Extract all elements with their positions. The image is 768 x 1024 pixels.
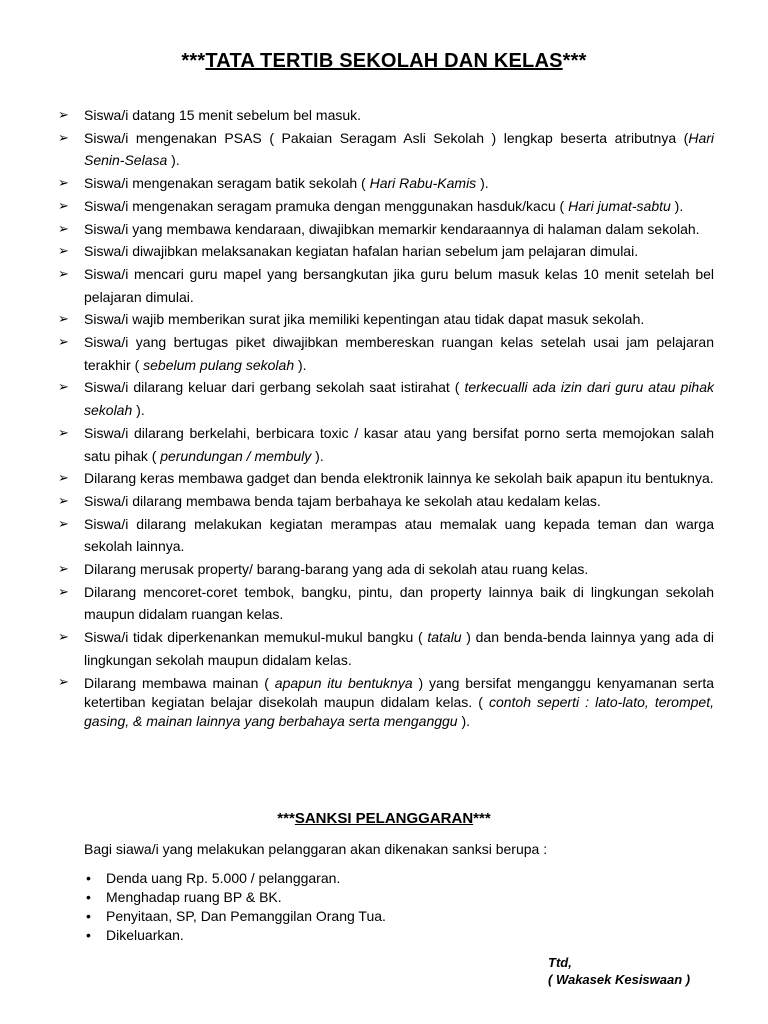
arrow-bullet-icon: ➢ <box>58 220 69 236</box>
rule-text: Siswa/i wajib memberikan surat jika memiliki kepentingan atau tidak dapat masuk sekolah. <box>84 311 645 328</box>
rule-item <box>58 240 714 263</box>
arrow-bullet-icon: ➢ <box>58 334 69 350</box>
rule-item <box>58 581 714 626</box>
rule-text: ). <box>457 712 471 729</box>
arrow-bullet-icon: ➢ <box>58 424 69 440</box>
arrow-bullet-icon: ➢ <box>58 673 69 689</box>
sanksi-item <box>84 907 386 926</box>
sanksi-item-text: Menghadap ruang BP & BK. <box>106 889 282 905</box>
rule-text: Dilarang mencoret-coret tembok, bangku, pintu, dan property lainnya baik di lingkungan sekolah maupun didalam ruangan kelas. <box>84 583 714 623</box>
arrow-bullet-icon: ➢ <box>58 470 69 486</box>
sanksi-heading <box>0 810 768 827</box>
sanksi-item <box>84 869 386 888</box>
rule-text: Siswa/i mencari guru mapel yang bersangkutan jika guru belum masuk kelas 10 menit setelah bel pelajaran dimulai. <box>84 265 714 305</box>
rule-item <box>58 558 714 581</box>
rule-text-italic: perundungan / membuly <box>160 447 312 464</box>
rule-text: ). <box>311 447 324 464</box>
rule-text-italic: apapun itu bentuknya <box>274 674 413 691</box>
arrow-bullet-icon: ➢ <box>58 379 69 395</box>
arrow-bullet-icon: ➢ <box>58 561 69 577</box>
arrow-bullet-icon: ➢ <box>58 243 69 259</box>
arrow-bullet-icon: ➢ <box>58 583 69 599</box>
rule-item <box>58 422 714 467</box>
rule-text: Siswa/i mengenakan seragam batik sekolah ( <box>84 175 370 192</box>
rule-text: Siswa/i yang membawa kendaraan, diwajibkan memarkir kendaraannya di halaman dalam sekolah. <box>84 220 700 237</box>
arrow-bullet-icon: ➢ <box>58 107 69 122</box>
rule-text: ). <box>167 152 180 169</box>
rule-item <box>58 308 714 331</box>
rule-item <box>58 104 714 127</box>
rule-text-italic: sebelum pulang sekolah <box>143 356 295 373</box>
rule-text: Dilarang membawa mainan ( <box>84 674 275 691</box>
sanksi-item-text: Denda uang Rp. 5.000 / pelanggaran. <box>106 870 341 886</box>
rule-text: Siswa/i mengenakan seragam pramuka dengan menggunakan hasduk/kacu ( <box>84 197 569 214</box>
rule-text: Dilarang keras membawa gadget dan benda elektronik lainnya ke sekolah baik apapun itu bentuknya. <box>84 470 714 487</box>
rule-text: ). <box>294 356 307 373</box>
sanksi-list <box>84 869 386 945</box>
rule-text: ) dan benda-benda lainnya yang ada di lingkungan sekolah maupun didalam kelas. <box>84 629 714 668</box>
arrow-bullet-icon: ➢ <box>58 265 69 281</box>
rule-text: Siswa/i dilarang membawa benda tajam berbahaya ke sekolah atau kedalam kelas. <box>84 492 601 509</box>
arrow-bullet-icon: ➢ <box>58 129 69 145</box>
sanksi-title-text: SANKSI PELANGGARAN <box>294 810 474 827</box>
bullet-icon: • <box>86 889 91 905</box>
signature-ttd: Ttd, <box>548 955 572 970</box>
rule-text: Dilarang merusak property/ barang-barang yang ada di sekolah atau ruang kelas. <box>84 561 589 578</box>
rule-text: ) yang bersifat menganggu kenyamanan serta ketertiban kegiatan belajar disekolah maupun didalam kelas. ( <box>84 674 715 710</box>
sanksi-item-text: Penyitaan, SP, Dan Pemanggilan Orang Tua. <box>106 908 386 924</box>
rule-text: Siswa/i datang 15 menit sebelum bel masuk. <box>84 107 362 123</box>
rule-text: Siswa/i tidak diperkenankan memukul-mukul bangku ( <box>84 629 428 646</box>
rule-item <box>58 513 714 558</box>
arrow-bullet-icon: ➢ <box>58 311 69 327</box>
rule-item <box>58 672 714 731</box>
title-suffix: *** <box>562 50 587 72</box>
sanksi-suffix: *** <box>473 810 491 827</box>
arrow-bullet-icon: ➢ <box>58 175 69 191</box>
bullet-icon: • <box>86 908 91 924</box>
arrow-bullet-icon: ➢ <box>58 515 69 531</box>
rule-item <box>58 172 714 195</box>
rule-text: ). <box>476 175 489 192</box>
rule-text: ). <box>132 402 145 419</box>
sanksi-item-text: Dikeluarkan. <box>106 927 184 943</box>
bullet-icon: • <box>86 870 91 886</box>
arrow-bullet-icon: ➢ <box>58 492 69 508</box>
sanksi-prefix: *** <box>277 810 295 827</box>
arrow-bullet-icon: ➢ <box>58 197 69 213</box>
rule-item <box>58 218 714 241</box>
signature-role: ( Wakasek Kesiswaan ) <box>548 972 691 987</box>
rule-item <box>58 331 714 376</box>
sanksi-item <box>84 926 386 945</box>
rule-text: Siswa/i dilarang melakukan kegiatan merampas atau memalak uang kepada teman dan warga sekolah lainnya. <box>84 515 714 555</box>
rule-text-italic: Hari Rabu-Kamis <box>369 175 477 192</box>
rule-text: Siswa/i mengenakan PSAS ( Pakaian Seragam Asli Sekolah ) lengkap beserta atributnya ( <box>84 129 689 146</box>
rule-text: Siswa/i dilarang keluar dari gerbang sekolah saat istirahat ( <box>84 379 465 396</box>
title-text: TATA TERTIB SEKOLAH DAN KELAS <box>205 50 563 72</box>
page-title <box>0 50 768 73</box>
rules-list <box>58 104 714 731</box>
sanksi-item <box>84 888 386 907</box>
rule-item <box>58 490 714 513</box>
rule-text-italic: terkecualli ada izin dari guru atau pihak sekolah <box>84 379 715 419</box>
rule-text-italic: tatalu <box>427 629 462 646</box>
sanksi-intro: Bagi siawa/i yang melakukan pelanggaran akan dikenakan sanksi berupa : <box>84 841 548 857</box>
rule-item <box>58 376 714 421</box>
signature-block <box>548 954 690 988</box>
rule-item <box>58 195 714 218</box>
rule-item <box>58 263 714 308</box>
rule-text: Siswa/i dilarang berkelahi, berbicara toxic / kasar atau yang bersifat porno serta memojokan salah satu pihak ( <box>84 424 714 464</box>
bullet-icon: • <box>86 927 91 943</box>
rule-text-italic: Hari jumat-sabtu <box>568 197 671 214</box>
rule-text-italic: Hari Senin-Selasa <box>84 129 714 169</box>
arrow-bullet-icon: ➢ <box>58 629 69 645</box>
title-prefix: *** <box>181 50 206 72</box>
rule-text: ). <box>670 197 684 214</box>
rule-text: Siswa/i yang bertugas piket diwajibkan membereskan ruangan kelas setelah usai jam pelajaran terakhir ( <box>84 334 714 373</box>
rule-text: Siswa/i diwajibkan melaksanakan kegiatan hafalan harian sebelum jam pelajaran dimulai. <box>84 243 639 260</box>
rule-item <box>58 467 714 490</box>
rule-item <box>58 626 714 671</box>
rule-item <box>58 127 714 172</box>
rule-text-italic: contoh seperti : lato-lato, terompet, gasing, & mainan lainnya yang berbahaya serta menganggu <box>84 693 714 729</box>
